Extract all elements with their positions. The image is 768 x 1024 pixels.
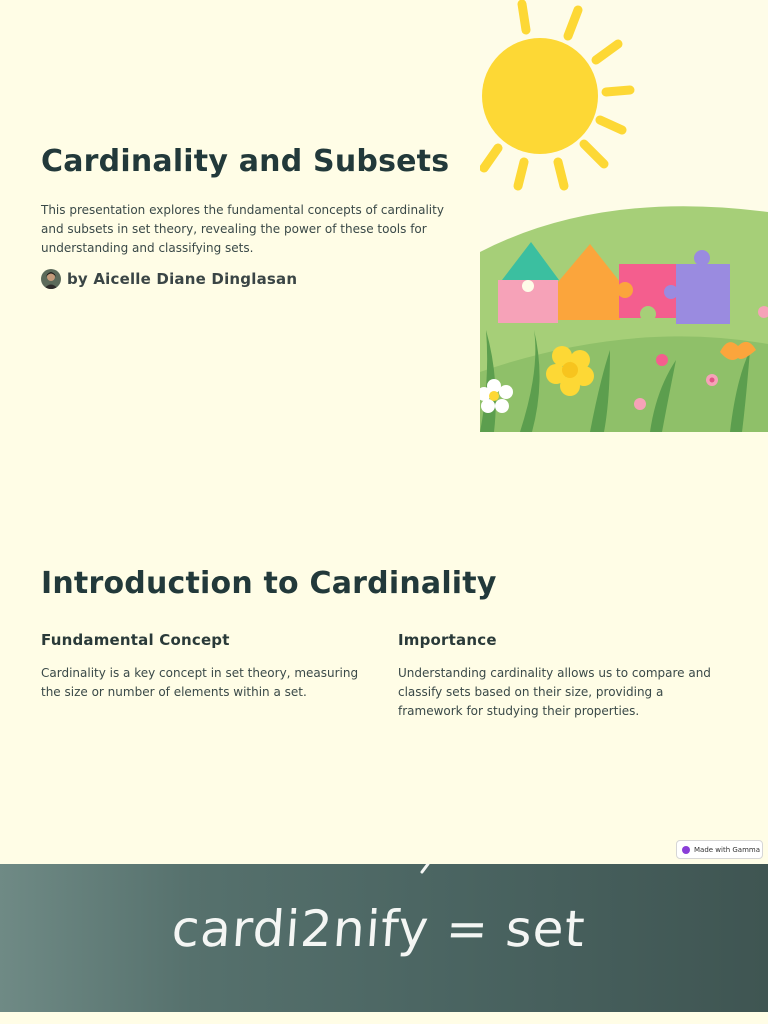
chalk-mark (418, 864, 432, 874)
chalkboard-slide (0, 864, 768, 1012)
concept-column (41, 631, 361, 702)
made-with-gamma-badge[interactable] (676, 840, 763, 859)
intro-slide (0, 432, 768, 864)
title-slide (0, 0, 768, 432)
author-name: by Aicelle Diane Dinglasan (67, 270, 298, 288)
presentation-title: Cardinality and Subsets (41, 144, 450, 179)
column-heading: Fundamental Concept (41, 631, 230, 649)
hero-illustration (480, 0, 768, 432)
importance-column (398, 631, 728, 721)
column-text: Cardinality is a key concept in set theory, measuring the size or number of elements within a set. (41, 666, 359, 699)
gamma-logo-icon (682, 846, 690, 854)
column-text: Understanding cardinality allows us to compare and classify sets based on their size, providing a framework for studying their properties. (398, 666, 711, 718)
page-footer-strip (0, 1012, 768, 1024)
author-line (41, 269, 297, 289)
chalk-text: cardi2nify = set (169, 900, 588, 958)
presentation-description: This presentation explores the fundamental concepts of cardinality and subsets in set theory, revealing the power of these tools for understanding and classifying sets. (41, 203, 444, 255)
section-title: Introduction to Cardinality (41, 566, 497, 601)
column-heading: Importance (398, 631, 497, 649)
badge-label: Made with Gamma (694, 845, 761, 854)
avatar (41, 269, 61, 289)
